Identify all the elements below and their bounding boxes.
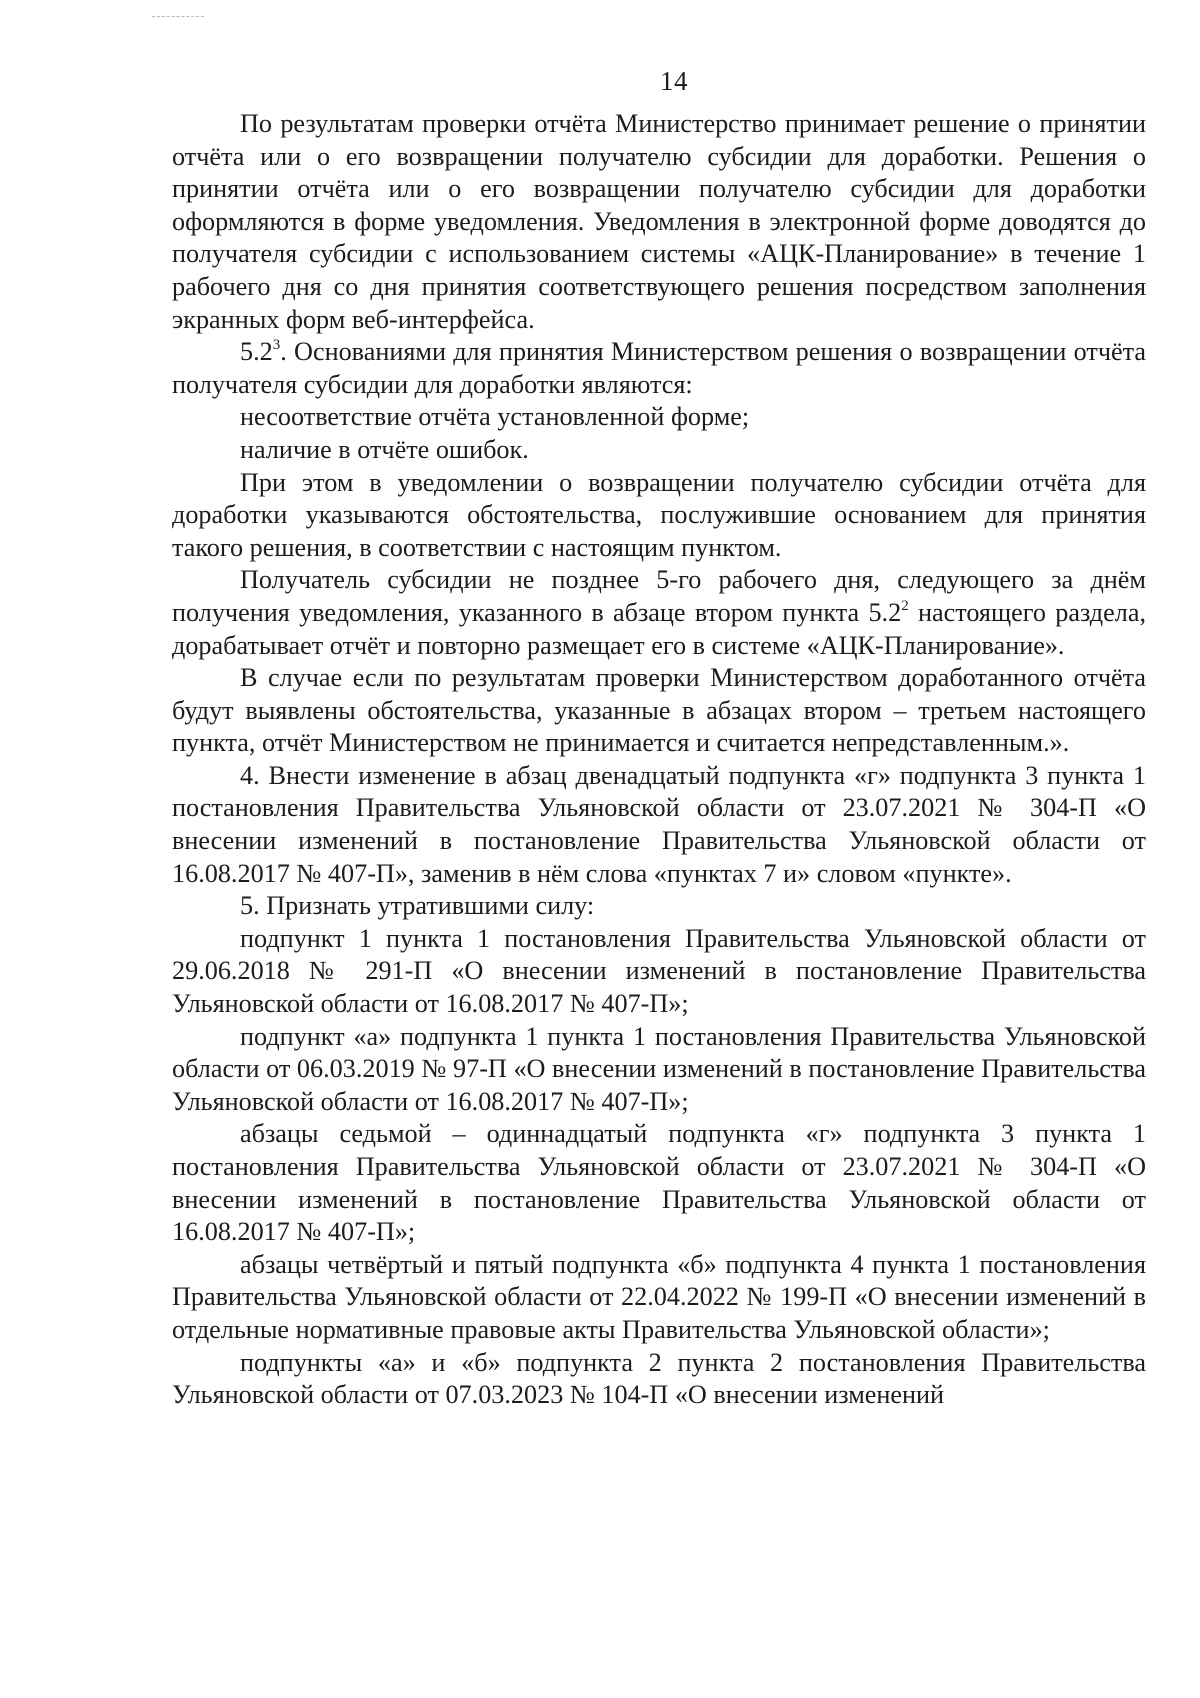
paragraph-ground-form-mismatch: несоответствие отчёта установленной форме;	[240, 402, 750, 432]
paragraph-repeal-199p: абзацы четвёртый и пятый подпункта «б» подпункта 4 пункта 1 постановления Правительства Ульяновской области от 22.04.2022 № 199-П «О внесении изменений в отдельные нормативные правовые акты Правительства Ульяновской области»;	[172, 1249, 1146, 1344]
paragraph-repeal-304p: абзацы седьмой – одиннадцатый подпункта «г» подпункта 3 пункта 1 постановления Правительства Ульяновской области от 23.07.2021 № 304-П «О внесении изменений в постановление Правительства Ульяновской области от 16.08.2017 № 407-П»;	[172, 1119, 1146, 1247]
paragraph-not-accepted: В случае если по результатам проверки Министерством доработанного отчёта будут выявлены обстоятельства, указанные в абзацах втором – третьем настоящего пункта, отчёт Министерством не принимается и считается непредставленным.».	[172, 663, 1146, 758]
paragraph-repeal-104p: подпункты «а» и «б» подпункта 2 пункта 2 постановления Правительства Ульяновской области от 07.03.2023 № 104-П «О внесении изменений	[172, 1347, 1146, 1410]
superscript: 2	[901, 597, 909, 614]
paragraph-repeal-291p: подпункт 1 пункта 1 постановления Правительства Ульяновской области от 29.06.2018 № 291-П «О внесении изменений в постановление Правительства Ульяновской области от 16.08.2017 № 407-П»;	[172, 923, 1146, 1019]
clause-text: . Основаниями для принятия Министерством решения о возвращении отчёта получателя субсидии для доработки являются:	[172, 337, 1146, 399]
paragraph-repeal-97p: подпункт «а» подпункта 1 пункта 1 постановления Правительства Ульяновской области от 06.03.2019 № 97-П «О внесении изменений в постановление Правительства Ульяновской области от 16.08.2017 № 407-П»;	[172, 1021, 1146, 1116]
paragraph-item-4: 4. Внести изменение в абзац двенадцатый подпункта «г» подпункта 3 пункта 1 постановления Правительства Ульяновской области от 23.07.2021 № 304-П «О внесении изменений в постановление Правительства Ульяновской области от 16.08.2017 № 407-П», заменив в нём слова «пунктах 7 и» словом «пункте».	[172, 760, 1146, 888]
paragraph-review-decision: По результатам проверки отчёта Министерство принимает решение о принятии отчёта или о его возвращении получателю субсидии для доработки. Решения о принятии отчёта или о его возвращении получателю субсидии для доработки оформляются в форме уведомления. Уведомления в электронной форме доводятся до получателя субсидии с использованием системы «АЦК-Планирование» в течение 1 рабочего дня со дня принятия соответствующего решения посредством заполнения экранных форм веб-интерфейса.	[172, 109, 1146, 334]
paragraph-clause-5-2-3	[172, 336, 1146, 401]
document-body	[172, 108, 1146, 1412]
text-part: настоящего раздела, дорабатывает отчёт и повторно размещает его в системе «АЦК-Планирование».	[172, 597, 1146, 660]
paragraph-item-5: 5. Признать утратившими силу:	[240, 891, 595, 921]
paragraph-ground-errors: наличие в отчёте ошибок.	[240, 434, 529, 464]
page-number: 14	[660, 66, 688, 96]
paragraph-notification-circumstances: При этом в уведомлении о возвращении получателю субсидии отчёта для доработки указываются обстоятельства, послужившие основанием для принятия такого решения, в соответствии с настоящим пунктом.	[172, 467, 1146, 562]
text-part: Получатель субсидии не позднее 5-го рабочего дня, следующего за днём получения уведомления, указанного в абзаце втором пункта 5.2	[172, 565, 1146, 627]
paragraph-rework-deadline	[172, 564, 1146, 662]
clause-number: 5.2	[240, 337, 273, 367]
scan-artifact	[152, 16, 204, 17]
superscript: 3	[272, 337, 281, 354]
